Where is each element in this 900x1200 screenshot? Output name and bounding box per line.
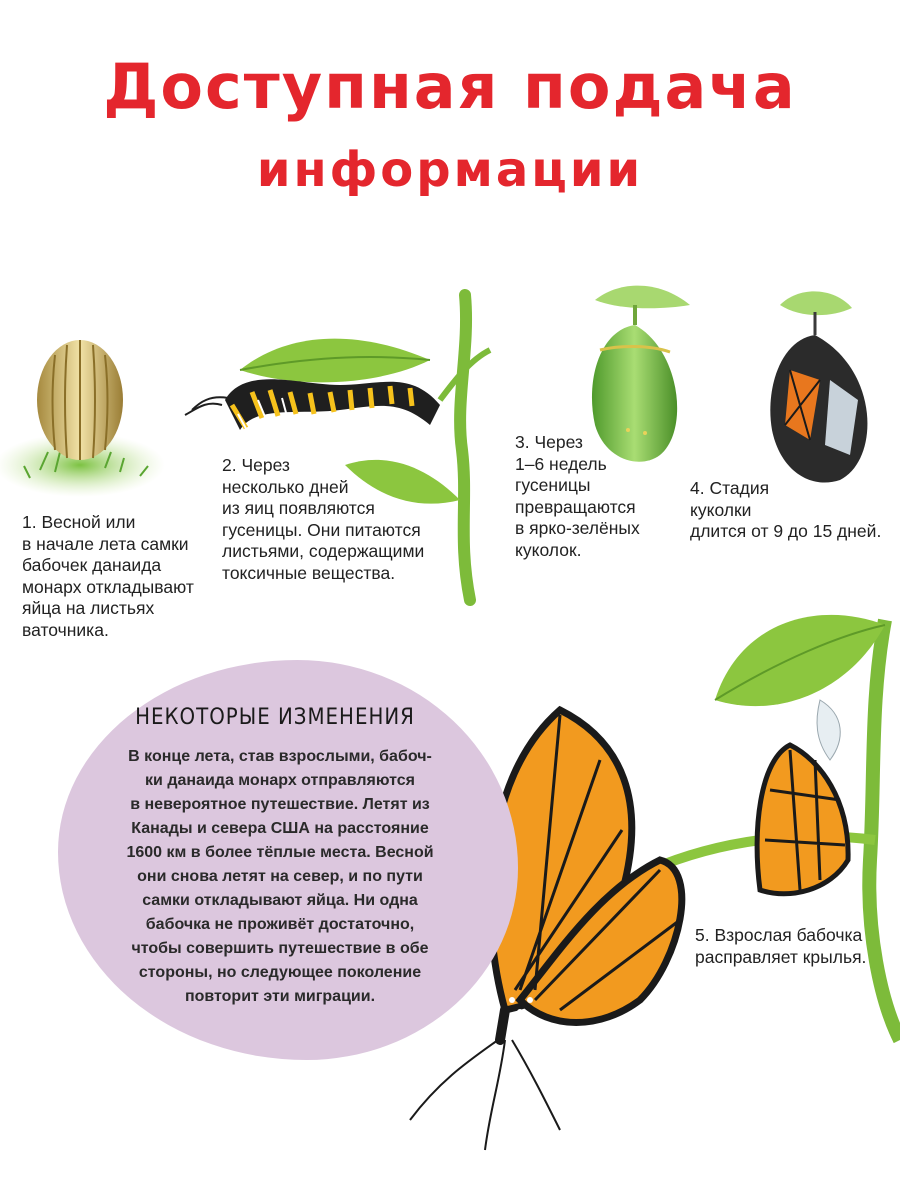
stage-2-caption: 2. Через несколько дней из яиц появляются гусеницы. Они питаются листьями, содержащими токсичные вещества.: [222, 455, 425, 583]
stage-4-caption: 4. Стадия куколки длится от 9 до 15 дней.: [690, 478, 882, 541]
stage-5-caption: 5. Взрослая бабочка расправляет крылья.: [695, 925, 867, 967]
stage-1-caption: 1. Весной или в начале лета самки бабочек данаида монарх откладывают яйца на листьях ваточника.: [22, 512, 194, 640]
hanging-butterfly-icon: [757, 745, 848, 894]
page-title-line1: Доступная подача: [103, 50, 797, 123]
stage-3-caption: 3. Через 1–6 недель гусеницы превращаются в ярко-зелёных куколок.: [515, 432, 640, 560]
info-box-title: НЕКОТОРЫЕ ИЗМЕНЕНИЯ: [135, 705, 415, 730]
info-box-text: В конце лета, став взрослыми, бабоч- ки данаида монарх отправляются в невероятное путешествие. Летят из Канады и севера США на расстояние 1600 км в более тёплые места. Весной они снова летят на север, и по пути самки откладывают яйца. Ни одна бабочка не проживёт достаточно, чтобы совершить путешествие в обе стороны, но следующее поколение повторит эти миграции.: [126, 748, 434, 1005]
mature-chrysalis-icon: [770, 291, 867, 482]
page-title-line2: информации: [256, 142, 644, 198]
caterpillar-icon: [185, 379, 440, 436]
egg-icon: [0, 340, 165, 497]
